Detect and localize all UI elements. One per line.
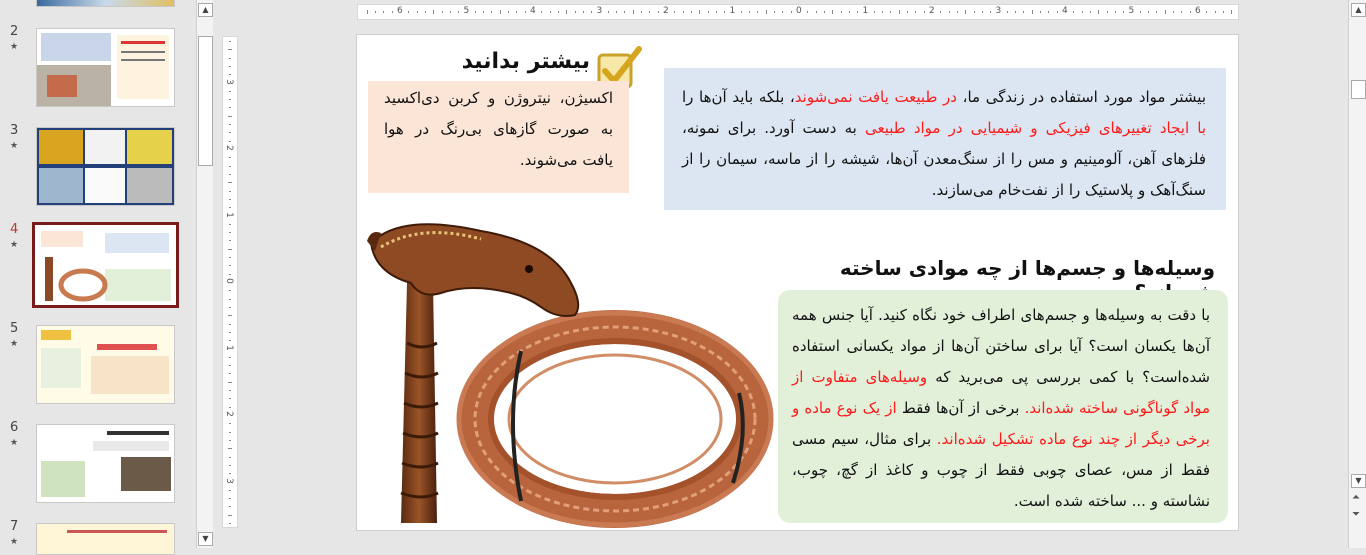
ruler-tick xyxy=(624,11,625,13)
ruler-tick xyxy=(433,10,434,14)
ruler-tick xyxy=(824,11,825,13)
slide-thumbnail[interactable] xyxy=(36,523,175,555)
ruler-tick xyxy=(229,66,231,67)
ruler-tick xyxy=(1048,11,1049,13)
ruler-tick xyxy=(229,398,231,399)
ruler-tick xyxy=(229,457,231,458)
slide-thumbnail[interactable] xyxy=(36,325,175,404)
ruler-tick xyxy=(641,11,642,13)
ruler-tick xyxy=(228,515,232,516)
ruler-label: 2 xyxy=(663,6,669,16)
ruler-tick xyxy=(774,11,775,13)
ruler-tick xyxy=(516,11,517,13)
ruler-tick xyxy=(990,11,991,13)
ruler-tick xyxy=(791,11,792,13)
ruler-tick xyxy=(558,11,559,13)
animation-star-icon: ★ xyxy=(10,339,19,349)
ruler-label: 5 xyxy=(1128,6,1135,16)
ruler-label: 0 xyxy=(223,278,234,284)
ruler-tick xyxy=(541,11,542,13)
ruler-tick xyxy=(228,116,232,117)
ruler-tick xyxy=(229,432,231,433)
ruler-tick xyxy=(1190,11,1191,13)
learn-more-text-box[interactable] xyxy=(368,81,629,193)
ruler-tick xyxy=(229,490,231,491)
ruler-tick xyxy=(491,11,492,13)
ruler-tick xyxy=(841,11,842,13)
ruler-tick xyxy=(832,10,833,14)
ruler-tick xyxy=(616,11,617,13)
ruler-tick xyxy=(229,274,231,275)
learn-more-title: بیشتر بدانید xyxy=(461,49,590,74)
ruler-tick xyxy=(965,10,966,14)
slide-scrollbar[interactable] xyxy=(1348,0,1366,548)
ruler-tick xyxy=(699,10,700,14)
ruler-tick xyxy=(229,207,231,208)
thumbnail-partial-1[interactable] xyxy=(36,0,175,7)
ruler-label: 3 xyxy=(995,6,1002,16)
slide-canvas[interactable] xyxy=(356,34,1239,531)
ruler-tick xyxy=(1107,11,1108,13)
intro-text-box[interactable] xyxy=(664,68,1226,210)
ruler-label: 3 xyxy=(596,6,603,16)
ruler-tick xyxy=(1007,11,1008,13)
question-text-box[interactable] xyxy=(778,290,1228,523)
next-slide-icon[interactable]: ⏷ xyxy=(1352,509,1360,520)
cane-and-copper-wire-image[interactable] xyxy=(361,223,777,528)
ruler-tick xyxy=(442,11,443,13)
ruler-tick xyxy=(483,11,484,13)
slide-number: 2 xyxy=(10,24,19,39)
ruler-tick xyxy=(375,11,376,13)
ruler-tick xyxy=(633,10,634,14)
question-text: برای مثال، سیم مسی فقط از مس، عصای چوبی فقط از چوب و کاغذ از گچ، چوب، نشاسته و ... ساخته شده است. xyxy=(792,430,1210,510)
ruler-tick xyxy=(417,11,418,13)
intro-highlight-1: در طبیعت یافت نمی‌شوند xyxy=(794,88,957,106)
ruler-tick xyxy=(229,365,231,366)
scrollbar-thumb[interactable] xyxy=(198,36,213,166)
slide-thumbnail-pane xyxy=(0,0,196,548)
ruler-label: 6 xyxy=(397,6,403,16)
ruler-tick xyxy=(425,11,426,13)
ruler-tick xyxy=(974,11,975,13)
ruler-tick xyxy=(849,11,850,13)
ruler-tick xyxy=(408,11,409,13)
slide-number: 6 xyxy=(10,420,19,435)
ruler-label: 1 xyxy=(223,211,234,218)
ruler-tick xyxy=(899,10,900,14)
ruler-tick xyxy=(583,11,584,13)
previous-slide-icon[interactable]: ⏶ xyxy=(1352,492,1360,503)
ruler-tick xyxy=(1156,11,1157,13)
ruler-tick xyxy=(229,299,231,300)
ruler-label: 0 xyxy=(796,6,802,16)
ruler-tick xyxy=(924,11,925,13)
ruler-tick xyxy=(392,11,393,13)
ruler-tick xyxy=(1040,11,1041,13)
ruler-tick xyxy=(1115,11,1116,13)
ruler-tick xyxy=(229,373,231,374)
ruler-label: 4 xyxy=(530,6,536,16)
ruler-tick xyxy=(683,11,684,13)
ruler-tick xyxy=(229,240,231,241)
ruler-tick xyxy=(907,11,908,13)
slide-number: 5 xyxy=(10,321,19,336)
ruler-tick xyxy=(1015,11,1016,13)
slide-thumbnail[interactable] xyxy=(36,127,175,206)
ruler-tick xyxy=(229,407,231,408)
horizontal-ruler[interactable] xyxy=(357,4,1239,20)
ruler-tick xyxy=(228,49,232,50)
ruler-tick xyxy=(229,307,231,308)
scroll-up-icon[interactable]: ▲ xyxy=(198,3,213,17)
animation-star-icon: ★ xyxy=(10,141,19,151)
ruler-label: 4 xyxy=(1062,6,1068,16)
ruler-tick xyxy=(228,448,232,449)
intro-text: ، بلکه باید آن‌ها را xyxy=(682,88,795,106)
ruler-tick xyxy=(229,91,231,92)
ruler-tick xyxy=(229,340,231,341)
ruler-tick xyxy=(229,41,231,42)
ruler-tick xyxy=(1082,11,1083,13)
ruler-tick xyxy=(1098,10,1099,14)
ruler-tick xyxy=(508,11,509,13)
ruler-tick xyxy=(591,11,592,13)
ruler-tick xyxy=(458,11,459,13)
ruler-tick xyxy=(857,11,858,13)
ruler-tick xyxy=(1206,11,1207,13)
scroll-down-icon[interactable]: ▼ xyxy=(198,532,213,546)
slide-number: 4 xyxy=(10,222,19,237)
animation-star-icon: ★ xyxy=(10,240,19,250)
ruler-tick xyxy=(1123,11,1124,13)
ruler-tick xyxy=(782,11,783,13)
ruler-tick xyxy=(229,473,231,474)
animation-star-icon: ★ xyxy=(10,537,19,547)
ruler-tick xyxy=(874,11,875,13)
ruler-tick xyxy=(757,11,758,13)
question-highlight-1: وسیله‌های متفاوت از مواد گوناگونی ساخته شده‌اند. xyxy=(792,368,1210,417)
scroll-up-icon[interactable]: ▲ xyxy=(1351,3,1366,17)
ruler-tick xyxy=(229,440,231,441)
ruler-tick xyxy=(949,11,950,13)
ruler-tick xyxy=(228,249,232,250)
ruler-tick xyxy=(1057,11,1058,13)
ruler-tick xyxy=(229,265,231,266)
ruler-tick xyxy=(229,174,231,175)
ruler-tick xyxy=(550,11,551,13)
ruler-label: 6 xyxy=(1195,6,1201,16)
ruler-tick xyxy=(1223,11,1224,13)
ruler-tick xyxy=(575,11,576,13)
ruler-tick xyxy=(229,191,231,192)
ruler-tick xyxy=(229,423,231,424)
intro-highlight-2: با ایجاد تغییرهای فیزیکی و شیمیایی در مواد طبیعی xyxy=(864,119,1206,137)
ruler-tick xyxy=(367,10,368,14)
ruler-label: 2 xyxy=(223,145,234,151)
ruler-tick xyxy=(229,74,231,75)
ruler-tick xyxy=(658,11,659,13)
ruler-tick xyxy=(816,11,817,13)
ruler-tick xyxy=(229,357,231,358)
ruler-tick xyxy=(940,11,941,13)
ruler-tick xyxy=(229,290,231,291)
ruler-tick xyxy=(1073,11,1074,13)
slide-thumbnail[interactable] xyxy=(36,28,175,107)
ruler-tick xyxy=(749,11,750,13)
ruler-tick xyxy=(807,11,808,13)
ruler-tick xyxy=(674,11,675,13)
ruler-tick xyxy=(741,11,742,13)
ruler-tick xyxy=(766,10,767,14)
ruler-tick xyxy=(229,498,231,499)
scroll-down-icon[interactable]: ▼ xyxy=(1351,474,1366,488)
ruler-tick xyxy=(1023,11,1024,13)
ruler-tick xyxy=(229,523,231,524)
ruler-label: 1 xyxy=(862,6,869,16)
ruler-tick xyxy=(475,11,476,13)
ruler-tick xyxy=(1140,11,1141,13)
ruler-tick xyxy=(982,11,983,13)
ruler-label: 1 xyxy=(729,6,736,16)
ruler-tick xyxy=(1181,11,1182,13)
ruler-tick xyxy=(915,11,916,13)
ruler-tick xyxy=(229,232,231,233)
ruler-tick xyxy=(716,11,717,13)
slide-thumbnail-selected[interactable] xyxy=(32,222,179,308)
ruler-label: 2 xyxy=(223,411,234,417)
ruler-tick xyxy=(1148,11,1149,13)
ruler-tick xyxy=(229,166,231,167)
ruler-label: 1 xyxy=(223,344,234,351)
ruler-tick xyxy=(450,11,451,13)
ruler-tick xyxy=(1173,11,1174,13)
ruler-tick xyxy=(229,199,231,200)
ruler-tick xyxy=(228,182,232,183)
ruler-tick xyxy=(228,382,232,383)
ruler-tick xyxy=(229,58,231,59)
scrollbar-thumb[interactable] xyxy=(1351,80,1366,99)
animation-star-icon: ★ xyxy=(10,42,19,52)
ruler-tick xyxy=(229,132,231,133)
ruler-tick xyxy=(229,157,231,158)
ruler-tick xyxy=(229,107,231,108)
question-text: برخی از آن‌ها فقط xyxy=(896,399,1025,417)
animation-star-icon: ★ xyxy=(10,438,19,448)
ruler-tick xyxy=(608,11,609,13)
ruler-tick xyxy=(1165,10,1166,14)
intro-text: بیشتر مواد مورد استفاده در زندگی ما، xyxy=(956,88,1206,106)
ruler-tick xyxy=(229,124,231,125)
ruler-tick xyxy=(525,11,526,13)
ruler-tick xyxy=(229,390,231,391)
ruler-tick xyxy=(229,257,231,258)
slide-number: 7 xyxy=(10,519,19,534)
question-title: وسیله‌ها و جسم‌ها از چه موادی ساخته xyxy=(839,256,1215,280)
ruler-tick xyxy=(1090,11,1091,13)
ruler-tick xyxy=(229,324,231,325)
ruler-tick xyxy=(890,11,891,13)
ruler-tick xyxy=(229,99,231,100)
ruler-tick xyxy=(724,11,725,13)
ruler-label: 5 xyxy=(463,6,470,16)
ruler-tick xyxy=(1215,11,1216,13)
ruler-label: 2 xyxy=(929,6,935,16)
ruler-tick xyxy=(708,11,709,13)
ruler-tick xyxy=(649,11,650,13)
ruler-tick xyxy=(566,10,567,14)
ruler-tick xyxy=(228,315,232,316)
question-highlight-2: از یک نوع ماده و برخی دیگر از چند نوع ماده تشکیل شده‌اند. xyxy=(792,399,1210,448)
ruler-label: 3 xyxy=(223,78,234,85)
ruler-tick xyxy=(229,506,231,507)
ruler-tick xyxy=(229,465,231,466)
ruler-tick xyxy=(229,332,231,333)
thumbnail-scrollbar[interactable] xyxy=(196,0,213,548)
ruler-tick xyxy=(691,11,692,13)
intro-text: به دست آورد. برای نمونه، فلزهای آهن، آلومینیم و مس را از سنگ‌معدن آن‌ها، شیشه را از ماسه، سیمان را از سنگ‌آهک و پلاستیک را از نفت‌خام می‌سازند. xyxy=(682,119,1206,199)
ruler-tick xyxy=(229,141,231,142)
vertical-ruler[interactable] xyxy=(222,36,238,528)
ruler-tick xyxy=(229,224,231,225)
question-text: با دقت به وسیله‌ها و جسم‌های اطراف خود نگاه کنید. آیا جنس همه آن‌ها یکسان است؟ آیا برای ساختن آن‌ها از مواد یکسانی استفاده شده‌است؟ با کمی بررسی پی می‌برید که xyxy=(792,306,1210,386)
ruler-tick xyxy=(1231,10,1232,14)
ruler-tick xyxy=(383,11,384,13)
learn-more-text: اکسیژن، نیتروژن و کربن دی‌اکسید به صورت گازهای بی‌رنگ در هوا یافت می‌شوند. xyxy=(384,89,613,169)
slide-thumbnail[interactable] xyxy=(36,424,175,503)
ruler-label: 3 xyxy=(223,477,234,484)
slide-number: 3 xyxy=(10,123,19,138)
ruler-tick xyxy=(500,10,501,14)
ruler-tick xyxy=(957,11,958,13)
ruler-tick xyxy=(882,11,883,13)
ruler-tick xyxy=(1032,10,1033,14)
